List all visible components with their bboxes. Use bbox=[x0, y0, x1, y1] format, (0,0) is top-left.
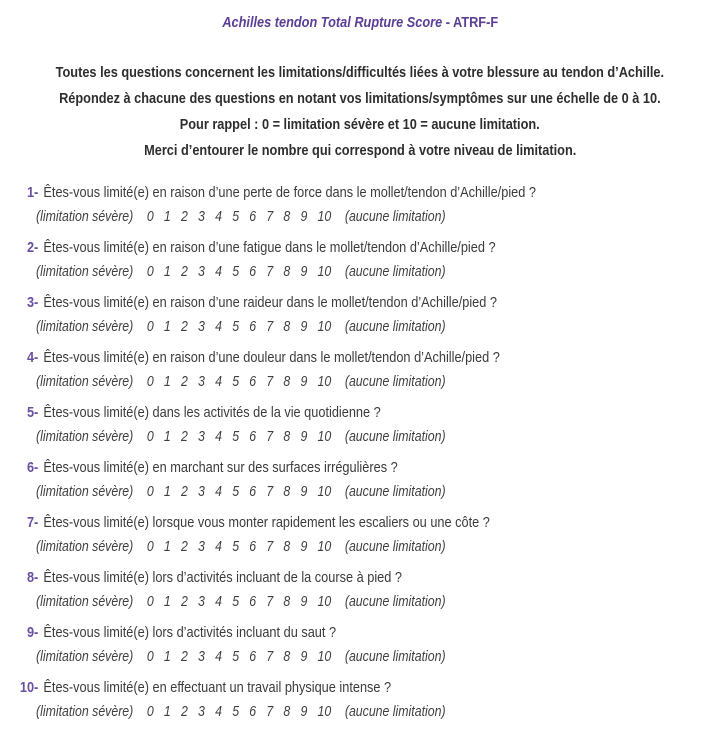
question-number: 8- bbox=[26, 569, 39, 586]
scale-options bbox=[147, 646, 331, 668]
page-title bbox=[0, 13, 720, 33]
question-number: 6- bbox=[26, 459, 39, 476]
scale-option[interactable]: 10 bbox=[317, 704, 332, 720]
scale-option[interactable]: 10 bbox=[317, 539, 332, 555]
question-text: Êtes-vous limité(e) en raison d’une raideur dans le mollet/tendon d’Achille/pied ? bbox=[43, 294, 497, 311]
question-number: 2- bbox=[26, 239, 39, 256]
scale-options bbox=[147, 426, 331, 448]
scale-option[interactable]: 2 bbox=[180, 264, 188, 280]
scale-option[interactable]: 2 bbox=[180, 209, 188, 225]
scale-option[interactable]: 4 bbox=[215, 429, 222, 445]
question-block bbox=[6, 457, 720, 503]
scale-option[interactable]: 7 bbox=[266, 264, 274, 280]
answer-scale bbox=[36, 426, 617, 448]
scale-option[interactable]: 8 bbox=[283, 649, 291, 665]
scale-option[interactable]: 2 bbox=[180, 319, 188, 335]
scale-option[interactable]: 0 bbox=[146, 539, 154, 555]
scale-option[interactable]: 4 bbox=[215, 319, 222, 335]
scale-option[interactable]: 2 bbox=[180, 704, 188, 720]
question-text: Êtes-vous limité(e) en raison d’une douleur dans le mollet/tendon d’Achille/pied ? bbox=[43, 349, 500, 366]
scale-option[interactable]: 3 bbox=[198, 649, 205, 665]
scale-option[interactable]: 5 bbox=[232, 649, 240, 665]
scale-option[interactable]: 6 bbox=[249, 374, 257, 390]
answer-scale bbox=[36, 591, 617, 613]
scale-option[interactable]: 6 bbox=[249, 319, 257, 335]
scale-left-label: (limitation sévère) bbox=[36, 264, 134, 280]
scale-option[interactable]: 8 bbox=[283, 539, 291, 555]
scale-option[interactable]: 5 bbox=[232, 264, 240, 280]
scale-option[interactable]: 6 bbox=[249, 649, 257, 665]
question-block bbox=[6, 622, 720, 668]
scale-option[interactable]: 6 bbox=[249, 704, 257, 720]
scale-option[interactable]: 1 bbox=[163, 429, 171, 445]
answer-scale bbox=[36, 206, 617, 228]
question-line bbox=[6, 237, 613, 259]
scale-option[interactable]: 1 bbox=[163, 319, 171, 335]
scale-option[interactable]: 10 bbox=[317, 319, 332, 335]
scale-right-label: (aucune limitation) bbox=[344, 209, 446, 225]
scale-right-label: (aucune limitation) bbox=[344, 374, 446, 390]
scale-option[interactable]: 3 bbox=[198, 429, 205, 445]
scale-option[interactable]: 3 bbox=[198, 264, 205, 280]
scale-option[interactable]: 1 bbox=[163, 374, 171, 390]
scale-option[interactable]: 10 bbox=[317, 649, 332, 665]
scale-left-label: (limitation sévère) bbox=[36, 319, 134, 335]
question-text: Êtes-vous limité(e) lors d’activités incluant de la course à pied ? bbox=[43, 569, 402, 586]
scale-left-label: (limitation sévère) bbox=[36, 429, 134, 445]
scale-option[interactable]: 0 bbox=[146, 484, 154, 500]
scale-option[interactable]: 0 bbox=[146, 264, 154, 280]
question-block bbox=[6, 402, 720, 448]
scale-option[interactable]: 9 bbox=[300, 484, 308, 500]
scale-option[interactable]: 1 bbox=[163, 264, 171, 280]
scale-option[interactable]: 9 bbox=[300, 649, 308, 665]
question-text: Êtes-vous limité(e) en marchant sur des surfaces irrégulières ? bbox=[43, 459, 398, 476]
scale-option[interactable]: 5 bbox=[232, 594, 240, 610]
scale-option[interactable]: 6 bbox=[249, 539, 257, 555]
scale-right-label: (aucune limitation) bbox=[344, 429, 446, 445]
scale-option[interactable]: 10 bbox=[317, 264, 332, 280]
scale-option[interactable]: 0 bbox=[146, 374, 154, 390]
scale-option[interactable]: 8 bbox=[283, 209, 291, 225]
scale-option[interactable]: 7 bbox=[266, 704, 274, 720]
question-number: 3- bbox=[26, 294, 39, 311]
scale-option[interactable]: 2 bbox=[180, 649, 188, 665]
scale-option[interactable]: 7 bbox=[266, 484, 274, 500]
scale-option[interactable]: 10 bbox=[317, 484, 332, 500]
scale-left-label: (limitation sévère) bbox=[36, 594, 134, 610]
question-block bbox=[6, 292, 720, 338]
question-line bbox=[6, 677, 613, 699]
scale-left-label: (limitation sévère) bbox=[36, 209, 134, 225]
scale-option[interactable]: 7 bbox=[266, 429, 274, 445]
question-line bbox=[6, 347, 613, 369]
scale-option[interactable]: 7 bbox=[266, 594, 274, 610]
scale-option[interactable]: 9 bbox=[300, 429, 308, 445]
scale-option[interactable]: 0 bbox=[146, 209, 154, 225]
question-block bbox=[6, 567, 720, 613]
answer-scale bbox=[36, 371, 617, 393]
title-code: ATRF-F bbox=[452, 14, 498, 31]
scale-option[interactable]: 7 bbox=[266, 209, 274, 225]
scale-option[interactable]: 3 bbox=[198, 704, 205, 720]
question-line bbox=[6, 622, 613, 644]
scale-option[interactable]: 4 bbox=[215, 484, 222, 500]
scale-option[interactable]: 5 bbox=[232, 374, 240, 390]
scale-option[interactable]: 9 bbox=[300, 264, 308, 280]
question-text: Êtes-vous limité(e) dans les activités de la vie quotidienne ? bbox=[43, 404, 381, 421]
scale-option[interactable]: 10 bbox=[317, 374, 332, 390]
question-block bbox=[6, 182, 720, 228]
answer-scale bbox=[36, 261, 617, 283]
scale-option[interactable]: 9 bbox=[300, 374, 308, 390]
scale-option[interactable]: 0 bbox=[146, 429, 154, 445]
scale-option[interactable]: 5 bbox=[232, 484, 240, 500]
scale-option[interactable]: 3 bbox=[198, 374, 205, 390]
question-text: Êtes-vous limité(e) lors d’activités incluant du saut ? bbox=[43, 624, 337, 641]
question-block bbox=[6, 512, 720, 558]
scale-left-label: (limitation sévère) bbox=[36, 649, 134, 665]
question-number: 9- bbox=[26, 624, 39, 641]
scale-options bbox=[147, 316, 331, 338]
answer-scale bbox=[36, 316, 617, 338]
scale-option[interactable]: 3 bbox=[198, 319, 205, 335]
title-separator: - bbox=[441, 14, 453, 31]
scale-option[interactable]: 0 bbox=[146, 319, 154, 335]
answer-scale bbox=[36, 701, 617, 723]
scale-option[interactable]: 5 bbox=[232, 319, 240, 335]
scale-option[interactable]: 0 bbox=[146, 649, 154, 665]
scale-option[interactable]: 3 bbox=[198, 484, 205, 500]
question-line bbox=[6, 512, 613, 534]
question-block bbox=[6, 347, 720, 393]
instruction-line: Toutes les questions concernent les limitations/difficultés liées à votre blessure au tendon d’Achille. bbox=[55, 64, 665, 81]
scale-option[interactable]: 9 bbox=[300, 594, 308, 610]
scale-option[interactable]: 6 bbox=[249, 209, 257, 225]
instruction-line: Pour rappel : 0 = limitation sévère et 10 = aucune limitation. bbox=[180, 116, 540, 133]
scale-option[interactable]: 1 bbox=[163, 704, 171, 720]
scale-option[interactable]: 7 bbox=[266, 649, 274, 665]
scale-option[interactable]: 1 bbox=[163, 484, 171, 500]
scale-option[interactable]: 7 bbox=[266, 374, 274, 390]
scale-option[interactable]: 9 bbox=[300, 539, 308, 555]
scale-option[interactable]: 3 bbox=[198, 539, 205, 555]
question-block bbox=[6, 677, 720, 723]
scale-option[interactable]: 8 bbox=[283, 429, 291, 445]
question-number: 10- bbox=[19, 679, 39, 696]
question-line bbox=[6, 182, 613, 204]
scale-option[interactable]: 7 bbox=[266, 539, 274, 555]
scale-option[interactable]: 6 bbox=[249, 594, 257, 610]
scale-option[interactable]: 5 bbox=[232, 539, 240, 555]
scale-options bbox=[147, 371, 331, 393]
scale-right-label: (aucune limitation) bbox=[344, 649, 446, 665]
scale-option[interactable]: 0 bbox=[146, 594, 154, 610]
scale-option[interactable]: 8 bbox=[283, 594, 291, 610]
questions-list bbox=[0, 182, 720, 723]
answer-scale bbox=[36, 536, 617, 558]
scale-option[interactable]: 4 bbox=[215, 209, 222, 225]
scale-option[interactable]: 8 bbox=[283, 484, 291, 500]
scale-option[interactable]: 5 bbox=[232, 209, 240, 225]
scale-option[interactable]: 2 bbox=[180, 594, 188, 610]
scale-options bbox=[147, 536, 331, 558]
scale-option[interactable]: 4 bbox=[215, 704, 222, 720]
question-text: Êtes-vous limité(e) lorsque vous monter rapidement les escaliers ou une côte ? bbox=[43, 514, 490, 531]
scale-left-label: (limitation sévère) bbox=[36, 484, 134, 500]
scale-option[interactable]: 8 bbox=[283, 319, 291, 335]
scale-left-label: (limitation sévère) bbox=[36, 704, 134, 720]
scale-option[interactable]: 3 bbox=[198, 594, 205, 610]
scale-option[interactable]: 4 bbox=[215, 539, 222, 555]
scale-option[interactable]: 2 bbox=[180, 374, 188, 390]
scale-option[interactable]: 4 bbox=[215, 374, 222, 390]
scale-option[interactable]: 1 bbox=[163, 594, 171, 610]
scale-option[interactable]: 9 bbox=[300, 319, 308, 335]
scale-options bbox=[147, 591, 331, 613]
scale-option[interactable]: 8 bbox=[283, 374, 291, 390]
scale-right-label: (aucune limitation) bbox=[344, 594, 446, 610]
answer-scale bbox=[36, 481, 617, 503]
scale-options bbox=[147, 206, 331, 228]
scale-option[interactable]: 6 bbox=[249, 429, 257, 445]
instructions bbox=[0, 60, 720, 164]
scale-right-label: (aucune limitation) bbox=[344, 319, 446, 335]
scale-option[interactable]: 6 bbox=[249, 484, 257, 500]
scale-left-label: (limitation sévère) bbox=[36, 539, 134, 555]
scale-option[interactable]: 1 bbox=[163, 649, 171, 665]
scale-option[interactable]: 1 bbox=[163, 539, 171, 555]
scale-option[interactable]: 10 bbox=[317, 594, 332, 610]
scale-right-label: (aucune limitation) bbox=[344, 539, 446, 555]
scale-option[interactable]: 5 bbox=[232, 429, 240, 445]
scale-options bbox=[147, 261, 331, 283]
question-text: Êtes-vous limité(e) en effectuant un travail physique intense ? bbox=[43, 679, 392, 696]
scale-option[interactable]: 0 bbox=[146, 704, 154, 720]
scale-option[interactable]: 4 bbox=[215, 264, 222, 280]
scale-option[interactable]: 10 bbox=[317, 429, 332, 445]
scale-option[interactable]: 9 bbox=[300, 209, 308, 225]
question-block bbox=[6, 237, 720, 283]
scale-option[interactable]: 8 bbox=[283, 264, 291, 280]
question-number: 1- bbox=[26, 184, 39, 201]
scale-left-label: (limitation sévère) bbox=[36, 374, 134, 390]
scale-right-label: (aucune limitation) bbox=[344, 704, 446, 720]
title-main: Achilles tendon Total Rupture Score bbox=[222, 14, 442, 31]
scale-option[interactable]: 4 bbox=[215, 594, 222, 610]
question-line bbox=[6, 402, 613, 424]
scale-option[interactable]: 3 bbox=[198, 209, 205, 225]
scale-option[interactable]: 1 bbox=[163, 209, 171, 225]
question-line bbox=[6, 457, 613, 479]
scale-option[interactable]: 9 bbox=[300, 704, 308, 720]
question-number: 5- bbox=[26, 404, 39, 421]
scale-right-label: (aucune limitation) bbox=[344, 264, 446, 280]
scale-options bbox=[147, 701, 331, 723]
answer-scale bbox=[36, 646, 617, 668]
scale-option[interactable]: 2 bbox=[180, 539, 188, 555]
scale-option[interactable]: 2 bbox=[180, 484, 188, 500]
scale-right-label: (aucune limitation) bbox=[344, 484, 446, 500]
question-number: 7- bbox=[26, 514, 39, 531]
scale-options bbox=[147, 481, 331, 503]
instruction-line: Répondez à chacune des questions en notant vos limitations/symptômes sur une échelle de 0 à 10. bbox=[59, 90, 661, 107]
scale-option[interactable]: 4 bbox=[215, 649, 222, 665]
question-number: 4- bbox=[26, 349, 39, 366]
scale-option[interactable]: 8 bbox=[283, 704, 291, 720]
question-text: Êtes-vous limité(e) en raison d’une perte de force dans le mollet/tendon d’Achille/pied ? bbox=[43, 184, 536, 201]
question-text: Êtes-vous limité(e) en raison d’une fatigue dans le mollet/tendon d’Achille/pied ? bbox=[43, 239, 496, 256]
question-line bbox=[6, 567, 613, 589]
scale-option[interactable]: 5 bbox=[232, 704, 240, 720]
scale-option[interactable]: 6 bbox=[249, 264, 257, 280]
scale-option[interactable]: 10 bbox=[317, 209, 332, 225]
question-line bbox=[6, 292, 613, 314]
instruction-line: Merci d’entourer le nombre qui correspond à votre niveau de limitation. bbox=[143, 142, 577, 159]
scale-option[interactable]: 7 bbox=[266, 319, 274, 335]
scale-option[interactable]: 2 bbox=[180, 429, 188, 445]
